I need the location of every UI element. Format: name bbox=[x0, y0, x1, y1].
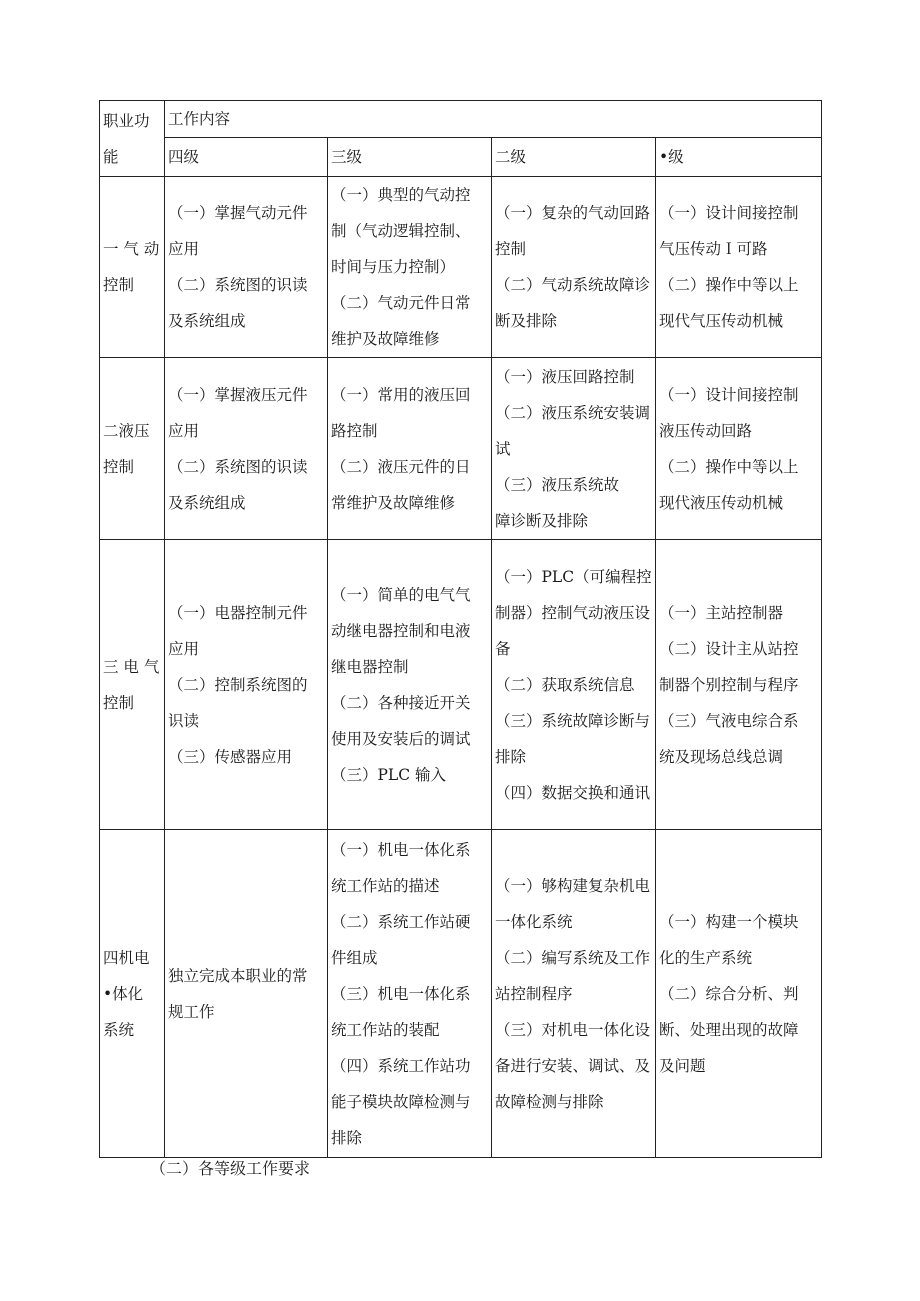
content-line: （一）简单的电气气 bbox=[331, 585, 471, 604]
content-cell bbox=[656, 177, 822, 358]
content-line: （一）液压回路控制 bbox=[495, 367, 635, 386]
content-line: （二）气动系统故障诊 bbox=[495, 276, 651, 294]
content-line: 能子模块故障检测与 bbox=[331, 1092, 471, 1111]
content-line: （二）气动元件日常 bbox=[331, 294, 471, 312]
level-header-2: 二级 bbox=[492, 138, 656, 177]
content-line: （二）各种接近开关 bbox=[331, 693, 471, 712]
content-line: （二）系统图的识读 bbox=[168, 276, 308, 294]
content-line: 使用及安装后的调试 bbox=[331, 729, 471, 748]
content-line: 路控制 bbox=[331, 421, 378, 440]
content-line: 一体化系统 bbox=[495, 912, 573, 931]
content-line: （一）电器控制元件 bbox=[168, 603, 308, 622]
table-row bbox=[100, 358, 822, 540]
table-row bbox=[100, 830, 822, 1158]
function-line: 三 电 气 bbox=[103, 657, 160, 676]
content-cell bbox=[492, 358, 656, 540]
function-line: 二液压 bbox=[103, 421, 150, 440]
content-line: （二）获取系统信息 bbox=[495, 675, 635, 694]
content-line: （二）控制系统图的 bbox=[168, 675, 308, 694]
content-cell bbox=[656, 540, 822, 830]
content-line: （一）PLC（可编程控 bbox=[495, 567, 652, 586]
content-line: （四）系统工作站功 bbox=[331, 1056, 471, 1075]
function-cell bbox=[100, 830, 165, 1158]
function-line: 一 气 动 bbox=[103, 240, 160, 258]
content-line: 应用 bbox=[168, 240, 200, 258]
content-line: （二）系统工作站硬 bbox=[331, 912, 471, 931]
content-line: （一）掌握气动元件 bbox=[168, 204, 308, 222]
content-cell bbox=[165, 540, 328, 830]
content-line: 试 bbox=[495, 439, 511, 458]
content-line: 断、处理出现的故障 bbox=[659, 1020, 799, 1039]
content-line: 继电器控制 bbox=[331, 657, 409, 676]
content-cell bbox=[165, 358, 328, 540]
function-line: 控制 bbox=[103, 457, 135, 476]
content-line: （三）气液电综合系 bbox=[659, 711, 799, 730]
content-line: （一）复杂的气动回路 bbox=[495, 204, 651, 222]
work-content-table bbox=[99, 100, 822, 1158]
content-line: 障诊断及排除 bbox=[495, 511, 589, 530]
content-line: 站控制程序 bbox=[495, 984, 573, 1003]
content-line: 排除 bbox=[495, 747, 527, 766]
content-cell bbox=[328, 830, 492, 1158]
content-line: （三）PLC 输入 bbox=[331, 765, 447, 784]
content-line: （三）系统故障诊断与 bbox=[495, 711, 651, 730]
content-line: （三）传感器应用 bbox=[168, 747, 293, 766]
content-cell bbox=[328, 177, 492, 358]
content-line: 及系统组成 bbox=[168, 493, 246, 512]
content-line: 识读 bbox=[168, 711, 200, 730]
content-line: （一）设计间接控制 bbox=[659, 204, 799, 222]
function-header-cell bbox=[100, 101, 165, 177]
content-line: 制（气动逻辑控制、 bbox=[331, 222, 471, 240]
content-line: 规工作 bbox=[168, 1002, 215, 1021]
content-line: 液压传动回路 bbox=[659, 421, 753, 440]
content-line: 应用 bbox=[168, 421, 200, 440]
content-line: （三）对机电一体化设 bbox=[495, 1020, 651, 1039]
content-cell bbox=[165, 177, 328, 358]
content-line: 制器）控制气动液压设 bbox=[495, 603, 651, 622]
content-line: （一）设计间接控制 bbox=[659, 385, 799, 404]
content-line: 维护及故障维修 bbox=[331, 330, 440, 348]
content-line: 统工作站的装配 bbox=[331, 1020, 440, 1039]
content-line: 及问题 bbox=[659, 1056, 706, 1075]
content-line: （一）主站控制器 bbox=[659, 603, 784, 622]
content-line: 现代液压传动机械 bbox=[659, 493, 784, 512]
content-line: （二）设计主从站控 bbox=[659, 639, 799, 658]
content-line: （一）典型的气动控 bbox=[331, 186, 471, 204]
content-line: 控制 bbox=[495, 240, 527, 258]
content-cell bbox=[492, 540, 656, 830]
function-header-line: 职业功 bbox=[103, 111, 150, 130]
work-content-header: 工作内容 bbox=[165, 101, 822, 138]
section-heading: （二）各等级工作要求 bbox=[150, 1159, 311, 1178]
content-cell bbox=[492, 177, 656, 358]
content-line: （二）系统图的识读 bbox=[168, 457, 308, 476]
content-line: （二）操作中等以上 bbox=[659, 457, 799, 476]
content-line: （二）编写系统及工作 bbox=[495, 948, 651, 967]
content-line: （二）操作中等以上 bbox=[659, 276, 799, 294]
table-row bbox=[100, 540, 822, 830]
level-header-4: 四级 bbox=[165, 138, 328, 177]
content-line: 制器个别控制与程序 bbox=[659, 675, 799, 694]
function-cell bbox=[100, 540, 165, 830]
content-cell bbox=[492, 830, 656, 1158]
content-cell bbox=[328, 540, 492, 830]
function-cell bbox=[100, 358, 165, 540]
level-header-3: 三级 bbox=[328, 138, 492, 177]
content-line: 化的生产系统 bbox=[659, 948, 753, 967]
content-line: 统工作站的描述 bbox=[331, 876, 440, 895]
content-cell bbox=[656, 358, 822, 540]
content-line: （一）机电一体化系 bbox=[331, 840, 471, 859]
content-line: （二）液压系统安装调 bbox=[495, 403, 651, 422]
content-line: （二）液压元件的日 bbox=[331, 457, 471, 476]
function-line: 四机电 bbox=[103, 948, 150, 967]
content-cell bbox=[328, 358, 492, 540]
content-line: 统及现场总线总调 bbox=[659, 747, 784, 766]
content-line: 故障检测与排除 bbox=[495, 1092, 604, 1111]
content-cell bbox=[656, 830, 822, 1158]
content-line: （三）机电一体化系 bbox=[331, 984, 471, 1003]
function-line: •体化 bbox=[103, 984, 144, 1003]
content-line: （一）常用的液压回 bbox=[331, 385, 471, 404]
function-line: 系统 bbox=[103, 1020, 135, 1039]
content-line: （二）综合分析、判 bbox=[659, 984, 799, 1003]
content-line: 现代气压传动机械 bbox=[659, 312, 784, 330]
content-line: （一）构建一个模块 bbox=[659, 912, 799, 931]
content-line: 排除 bbox=[331, 1128, 363, 1147]
content-line: 应用 bbox=[168, 639, 200, 658]
function-line: 控制 bbox=[103, 276, 135, 294]
content-line: （三）液压系统故 bbox=[495, 475, 620, 494]
function-line: 控制 bbox=[103, 693, 135, 712]
content-line: 件组成 bbox=[331, 948, 378, 967]
content-line: 时间与压力控制） bbox=[331, 258, 456, 276]
content-line: （一）掌握液压元件 bbox=[168, 385, 308, 404]
content-cell bbox=[165, 830, 328, 1158]
level-header-1: •级 bbox=[656, 138, 822, 177]
content-line: （四）数据交换和通讯 bbox=[495, 783, 651, 802]
content-line: 及系统组成 bbox=[168, 312, 246, 330]
content-line: 常维护及故障维修 bbox=[331, 493, 456, 512]
content-line: 备进行安装、调试、及 bbox=[495, 1056, 651, 1075]
function-cell bbox=[100, 177, 165, 358]
content-line: 备 bbox=[495, 639, 511, 658]
content-line: 独立完成本职业的常 bbox=[168, 966, 308, 985]
content-line: 动继电器控制和电液 bbox=[331, 621, 471, 640]
content-line: 气压传动Ｉ可路 bbox=[659, 240, 768, 258]
content-line: （一）够构建复杂机电 bbox=[495, 876, 651, 895]
table-row bbox=[100, 177, 822, 358]
function-header-line: 能 bbox=[103, 147, 119, 166]
content-line: 断及排除 bbox=[495, 312, 558, 330]
